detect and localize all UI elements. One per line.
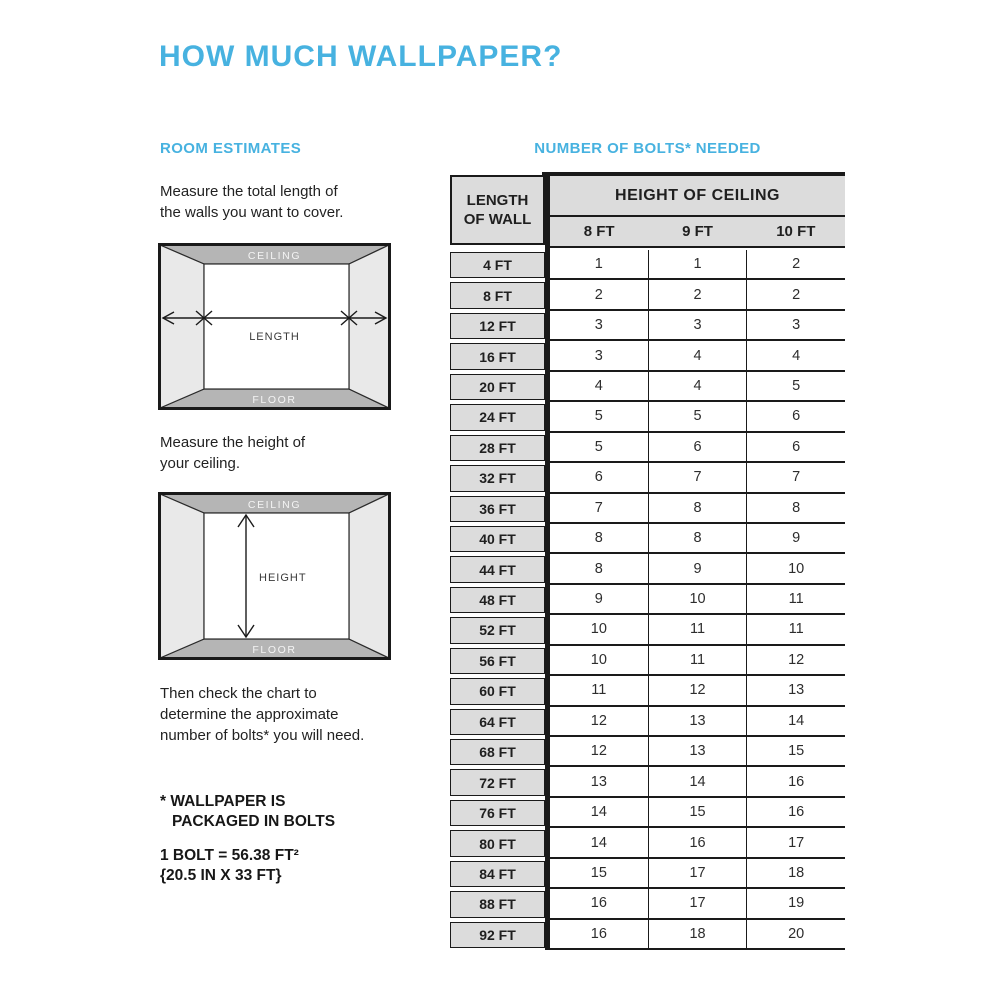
bolt-count-cell: 12 xyxy=(550,737,649,765)
bolt-count-cell: 9 xyxy=(550,585,649,613)
wall-length-label: 40 FT xyxy=(450,526,545,552)
bolt-count-cell: 16 xyxy=(550,889,649,917)
table-row xyxy=(450,311,845,341)
length-label: LENGTH xyxy=(249,331,300,343)
step2-line2: your ceiling. xyxy=(160,455,241,472)
bolt-count-cells xyxy=(550,402,845,432)
bolt-count-cell: 2 xyxy=(649,280,748,308)
bolt-count-cell: 11 xyxy=(649,646,748,674)
bolt-count-cell: 13 xyxy=(649,707,748,735)
bolt-count-cell: 3 xyxy=(649,311,748,339)
bolt-count-cell: 10 xyxy=(550,646,649,674)
table-row xyxy=(450,828,845,858)
bolt-count-cell: 15 xyxy=(788,743,805,760)
ceiling-label: CEILING xyxy=(247,250,302,262)
bolt-count-cells xyxy=(550,646,845,676)
table-row xyxy=(450,524,845,554)
right-wall-face xyxy=(349,494,389,658)
height-of-ceiling-header: HEIGHT OF CEILING xyxy=(550,176,845,217)
bolt-count-cell: 19 xyxy=(788,895,805,912)
bolt-count-cells xyxy=(550,524,845,554)
bolt-count-cell: 7 xyxy=(550,494,649,522)
wall-length-label: 28 FT xyxy=(450,435,545,461)
bolt-count-cell: 4 xyxy=(792,347,801,364)
bolt-count-cell: 8 xyxy=(649,524,748,552)
left-wall-face xyxy=(160,245,204,408)
bolt-count-cell: 3 xyxy=(550,311,649,339)
bolt-count-cells xyxy=(550,341,845,371)
bolt-count-cell: 14 xyxy=(788,712,805,729)
bolts-footnote xyxy=(160,792,335,832)
bolt-count-cell: 8 xyxy=(649,494,748,522)
bolt-count-cell: 13 xyxy=(550,767,649,795)
wall-length-label: 44 FT xyxy=(450,556,545,582)
bolt-count-cells xyxy=(550,676,845,706)
bolts-table-heading: NUMBER OF BOLTS* NEEDED xyxy=(534,140,761,157)
step3-line2: determine the approximate xyxy=(160,706,339,723)
ceiling-label: CEILING xyxy=(247,499,302,511)
bolt-count-cell: 12 xyxy=(550,707,649,735)
bolt-count-cell: 5 xyxy=(550,402,649,430)
bolt-count-cell: 11 xyxy=(550,676,649,704)
height-diagram xyxy=(158,492,391,660)
bolt-spec xyxy=(160,846,299,886)
bolt-count-cell: 6 xyxy=(649,433,748,461)
bolt-count-cell: 9 xyxy=(792,530,801,547)
back-wall-face xyxy=(204,264,349,389)
bolt-count-cells xyxy=(550,767,845,797)
table-row xyxy=(450,372,845,402)
wall-length-label: 60 FT xyxy=(450,678,545,704)
table-row xyxy=(450,920,845,950)
bolt-count-cell: 5 xyxy=(792,377,801,394)
bolt-count-cell: 1 xyxy=(649,250,748,278)
bolt-count-cells xyxy=(550,554,845,584)
corner-header-line2: OF WALL xyxy=(463,211,532,228)
step1-line2: the walls you want to cover. xyxy=(160,204,344,221)
bolt-count-cell: 16 xyxy=(788,773,805,790)
length-diagram xyxy=(158,243,391,410)
bolt-count-cell: 14 xyxy=(649,767,748,795)
table-header xyxy=(450,172,845,250)
bolt-count-cell: 2 xyxy=(550,280,649,308)
step2-line1: Measure the height of xyxy=(160,434,306,451)
bolt-count-cells xyxy=(550,494,845,524)
table-row xyxy=(450,554,845,584)
step3-instructions xyxy=(160,683,364,746)
bolt-count-cell: 10 xyxy=(788,560,805,577)
table-row xyxy=(450,798,845,828)
bolt-count-cell: 8 xyxy=(550,554,649,582)
bolt-count-cells xyxy=(550,798,845,828)
step2-instructions xyxy=(160,432,305,474)
room-estimates-heading: ROOM ESTIMATES xyxy=(160,140,302,157)
wall-length-label: 88 FT xyxy=(450,891,545,917)
bolt-count-cell: 18 xyxy=(649,920,748,948)
bolt-count-cells xyxy=(550,585,845,615)
bolt-count-cell: 15 xyxy=(649,798,748,826)
bolt-spec-line1: 1 BOLT = 56.38 FT² xyxy=(160,847,299,864)
step1-line1: Measure the total length of xyxy=(160,183,338,200)
wall-length-label: 72 FT xyxy=(450,769,545,795)
bolt-count-cells xyxy=(550,311,845,341)
table-row xyxy=(450,463,845,493)
table-row xyxy=(450,280,845,310)
bolt-count-cell: 14 xyxy=(550,828,649,856)
bolt-count-cell: 13 xyxy=(649,737,748,765)
ceiling-height-header-group xyxy=(550,176,845,248)
wall-length-label: 92 FT xyxy=(450,922,545,948)
floor-label: FLOOR xyxy=(252,644,297,656)
col-header-10ft: 10 FT xyxy=(776,223,816,240)
wall-length-label: 52 FT xyxy=(450,617,545,643)
bolt-count-cells xyxy=(550,859,845,889)
bolt-count-cell: 6 xyxy=(792,438,801,455)
bolt-count-cells xyxy=(550,737,845,767)
wall-length-label: 56 FT xyxy=(450,648,545,674)
wall-length-label: 68 FT xyxy=(450,739,545,765)
bolt-count-cell: 13 xyxy=(788,682,805,699)
bolt-count-cell: 14 xyxy=(550,798,649,826)
bolt-count-cell: 16 xyxy=(649,828,748,856)
wall-length-label: 64 FT xyxy=(450,709,545,735)
floor-label: FLOOR xyxy=(252,394,297,406)
step1-instructions xyxy=(160,181,343,223)
wall-length-label: 76 FT xyxy=(450,800,545,826)
bolt-count-cells xyxy=(550,463,845,493)
bolt-count-cell: 16 xyxy=(550,920,649,948)
wall-length-label: 8 FT xyxy=(450,282,545,308)
bolt-count-cells xyxy=(550,707,845,737)
wall-length-label: 80 FT xyxy=(450,830,545,856)
bolt-count-cell: 11 xyxy=(649,615,748,643)
wall-length-label: 32 FT xyxy=(450,465,545,491)
table-row xyxy=(450,615,845,645)
bolt-count-cell: 10 xyxy=(649,585,748,613)
step3-line1: Then check the chart to xyxy=(160,685,317,702)
bolt-count-cells xyxy=(550,280,845,310)
bolt-count-cell: 9 xyxy=(649,554,748,582)
wall-length-label: 84 FT xyxy=(450,861,545,887)
bolt-count-cell: 11 xyxy=(788,621,804,638)
bolt-count-cell: 4 xyxy=(550,372,649,400)
bolt-count-cell: 4 xyxy=(649,341,748,369)
bolt-count-cell: 17 xyxy=(649,889,748,917)
bolt-count-cell: 7 xyxy=(649,463,748,491)
height-label: HEIGHT xyxy=(259,572,307,584)
bolt-count-cell: 5 xyxy=(550,433,649,461)
bolt-count-cell: 1 xyxy=(550,250,649,278)
bolt-count-cells xyxy=(550,372,845,402)
bolt-count-cells xyxy=(550,250,845,280)
corner-header-line1: LENGTH xyxy=(466,192,529,209)
table-row xyxy=(450,402,845,432)
bolt-count-cell: 15 xyxy=(550,859,649,887)
table-row xyxy=(450,585,845,615)
wall-length-label: 12 FT xyxy=(450,313,545,339)
step3-line3: number of bolts* you will need. xyxy=(160,727,365,744)
bolt-count-cell: 16 xyxy=(788,804,805,821)
table-row xyxy=(450,433,845,463)
wall-length-label: 36 FT xyxy=(450,496,545,522)
length-of-wall-header xyxy=(450,175,545,245)
bolt-count-cell: 11 xyxy=(788,591,804,608)
left-wall-face xyxy=(160,494,204,658)
bolt-count-cell: 5 xyxy=(649,402,748,430)
bolts-table xyxy=(450,172,845,950)
bolt-count-cell: 18 xyxy=(788,864,805,881)
bolt-count-cell: 2 xyxy=(792,286,801,303)
footnote-line2: PACKAGED IN BOLTS xyxy=(172,813,336,830)
table-row xyxy=(450,707,845,737)
column-headers xyxy=(550,217,845,248)
bolt-count-cells xyxy=(550,828,845,858)
table-row xyxy=(450,646,845,676)
bolt-count-cell: 8 xyxy=(792,499,801,516)
table-row xyxy=(450,676,845,706)
right-wall-face xyxy=(349,245,389,408)
bolt-count-cell: 17 xyxy=(649,859,748,887)
bolt-count-cell: 6 xyxy=(550,463,649,491)
bolt-count-cell: 12 xyxy=(788,651,805,668)
bolt-count-cell: 2 xyxy=(792,256,801,273)
table-body xyxy=(450,250,845,950)
bolt-count-cell: 4 xyxy=(649,372,748,400)
bolt-count-cell: 12 xyxy=(649,676,748,704)
footnote-line1: * WALLPAPER IS xyxy=(160,793,286,810)
bolt-count-cell: 20 xyxy=(788,925,805,942)
table-row xyxy=(450,889,845,919)
col-header-9ft: 9 FT xyxy=(682,223,713,240)
bolt-count-cell: 7 xyxy=(792,469,801,486)
bolt-count-cell: 10 xyxy=(550,615,649,643)
bolt-count-cells xyxy=(550,433,845,463)
table-row xyxy=(450,341,845,371)
bolt-count-cells xyxy=(550,615,845,645)
col-header-8ft: 8 FT xyxy=(583,223,615,240)
table-row xyxy=(450,737,845,767)
wall-length-label: 20 FT xyxy=(450,374,545,400)
table-row xyxy=(450,494,845,524)
wall-length-label: 4 FT xyxy=(450,252,545,278)
wall-length-label: 48 FT xyxy=(450,587,545,613)
table-row xyxy=(450,250,845,280)
bolt-count-cell: 8 xyxy=(550,524,649,552)
bolt-count-cells xyxy=(550,889,845,919)
bolt-count-cells xyxy=(550,920,845,950)
page-title: HOW MUCH WALLPAPER? xyxy=(159,40,563,73)
bolt-count-cell: 6 xyxy=(792,408,801,425)
bolt-spec-line2: {20.5 IN X 33 FT} xyxy=(160,867,282,884)
wall-length-label: 24 FT xyxy=(450,404,545,430)
table-row xyxy=(450,859,845,889)
bolt-count-cell: 3 xyxy=(550,341,649,369)
bolt-count-cell: 3 xyxy=(792,317,801,334)
bolt-count-cell: 17 xyxy=(788,834,805,851)
wall-length-label: 16 FT xyxy=(450,343,545,369)
table-row xyxy=(450,767,845,797)
